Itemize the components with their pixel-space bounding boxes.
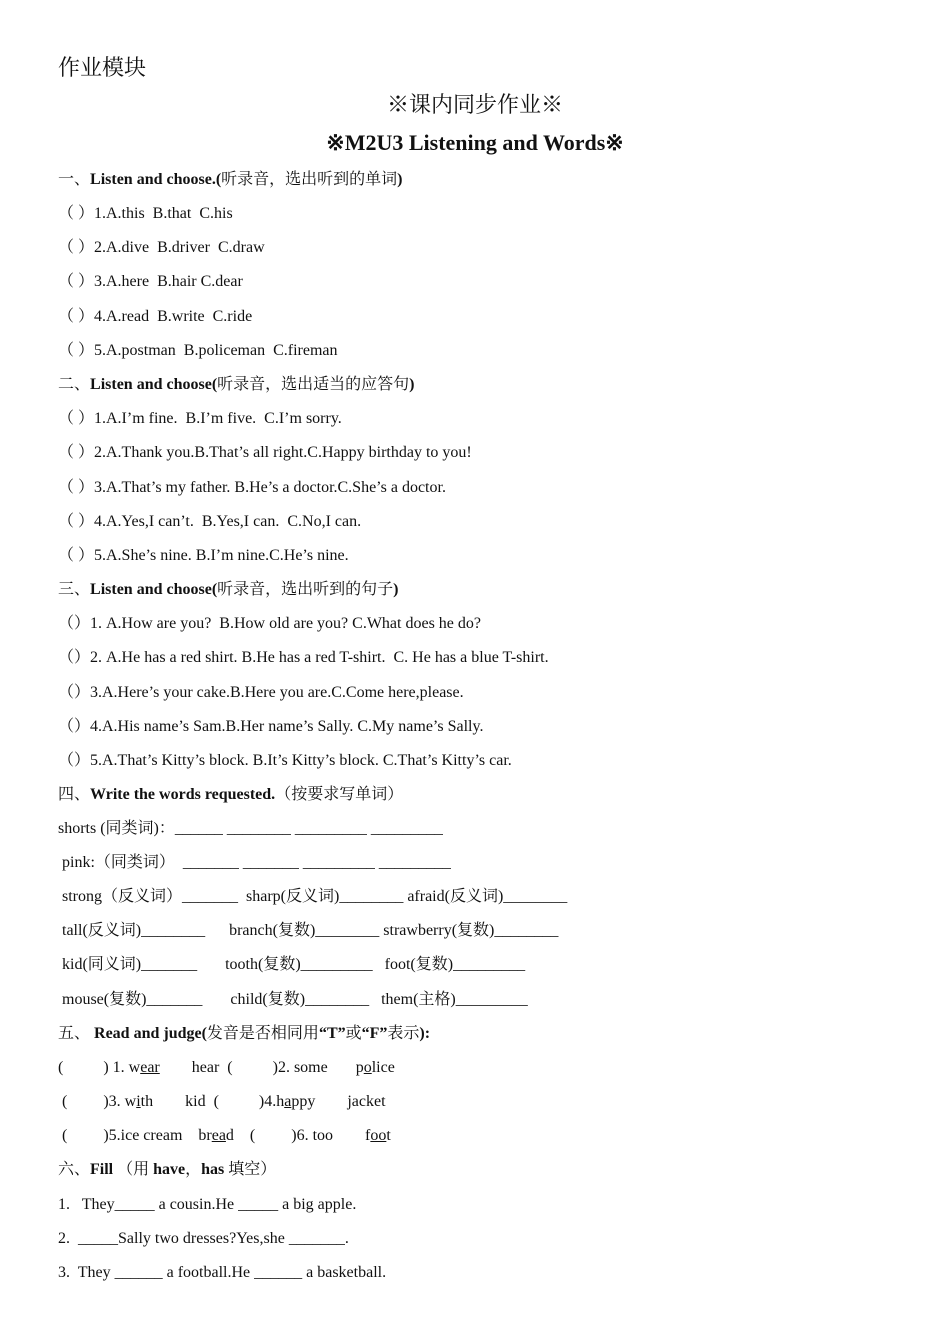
part2-item: （ ）2.A.Thank you.B.That’s all right.C.Happy birthday to you!	[58, 444, 472, 461]
part3-item: （）2. A.He has a red shirt. B.He has a red T-shirt. C. He has a blue T-shirt.	[58, 649, 549, 666]
part4-heading: 四、Write the words requested.（按要求写单词）	[58, 786, 404, 803]
part6-heading: 六、Fill （用 have，has 填空）	[58, 1161, 277, 1178]
part4-item: pink:（同类词） _______ _______ _________ _________	[58, 854, 451, 871]
part4-item: tall(反义词)________ branch(复数)________ strawberry(复数)________	[58, 922, 559, 939]
part3-heading: 三、Listen and choose(听录音，选出听到的句子)	[58, 581, 399, 598]
part3-item: （）3.A.Here’s your cake.B.Here you are.C.Come here,please.	[58, 684, 464, 701]
part1-item: （ ）5.A.postman B.policeman C.fireman	[58, 342, 338, 359]
part2-item: （ ）3.A.That’s my father. B.He’s a doctor.C.She’s a doctor.	[58, 479, 446, 496]
part1-item: （ ）2.A.dive B.driver C.draw	[58, 239, 265, 256]
part5-heading: 五、 Read and judge(发音是否相同用“T”或“F”表示):	[58, 1025, 431, 1042]
part1-item: （ ）1.A.this B.that C.his	[58, 205, 233, 222]
part4-item: kid(同义词)_______ tooth(复数)_________ foot(复数)_________	[58, 956, 526, 973]
part3-item: （）4.A.His name’s Sam.B.Her name’s Sally. C.My name’s Sally.	[58, 718, 484, 735]
part1-item: （ ）4.A.read B.write C.ride	[58, 308, 253, 325]
part6-item: 2. _____Sally two dresses?Yes,she _______.	[58, 1230, 349, 1247]
part2-heading: 二、Listen and choose(听录音，选出适当的应答句)	[58, 376, 415, 393]
unit-title: ※M2U3 Listening and Words※	[326, 130, 624, 155]
part2-item: （ ）1.A.I’m fine. B.I’m five. C.I’m sorry.	[58, 410, 342, 427]
module-title: 作业模块	[58, 55, 147, 80]
part1-heading: 一、Listen and choose.(听录音，选出听到的单词)	[58, 171, 403, 188]
part6-item: 1. They_____ a cousin.He _____ a big apple.	[58, 1196, 357, 1213]
part2-item: （ ）5.A.She’s nine. B.I’m nine.C.He’s nine.	[58, 547, 349, 564]
part4-item: shorts (同类词)：______ ________ _________ _________	[58, 820, 443, 837]
part1-item: （ ）3.A.here B.hair C.dear	[58, 273, 243, 290]
part5-row: ( )3. with kid ( )4.happy jacket	[58, 1093, 386, 1110]
part4-item: strong（反义词）_______ sharp(反义词)________ afraid(反义词)________	[58, 888, 568, 905]
part6-item: 3. They ______ a football.He ______ a basketball.	[58, 1264, 387, 1281]
part2-item: （ ）4.A.Yes,I can’t. B.Yes,I can. C.No,I can.	[58, 513, 362, 530]
part3-item: （）5.A.That’s Kitty’s block. B.It’s Kitty’s block. C.That’s Kitty’s car.	[58, 752, 512, 769]
section-title: ※课内同步作业※	[386, 92, 563, 117]
part4-item: mouse(复数)_______ child(复数)________ them(主格)_________	[58, 991, 528, 1008]
part3-item: （）1. A.How are you? B.How old are you? C.What does he do?	[58, 615, 482, 632]
part5-row: ( )5.ice cream bread ( )6. too foot	[58, 1127, 391, 1144]
part5-row: ( ) 1. wear hear ( )2. some police	[58, 1059, 395, 1076]
